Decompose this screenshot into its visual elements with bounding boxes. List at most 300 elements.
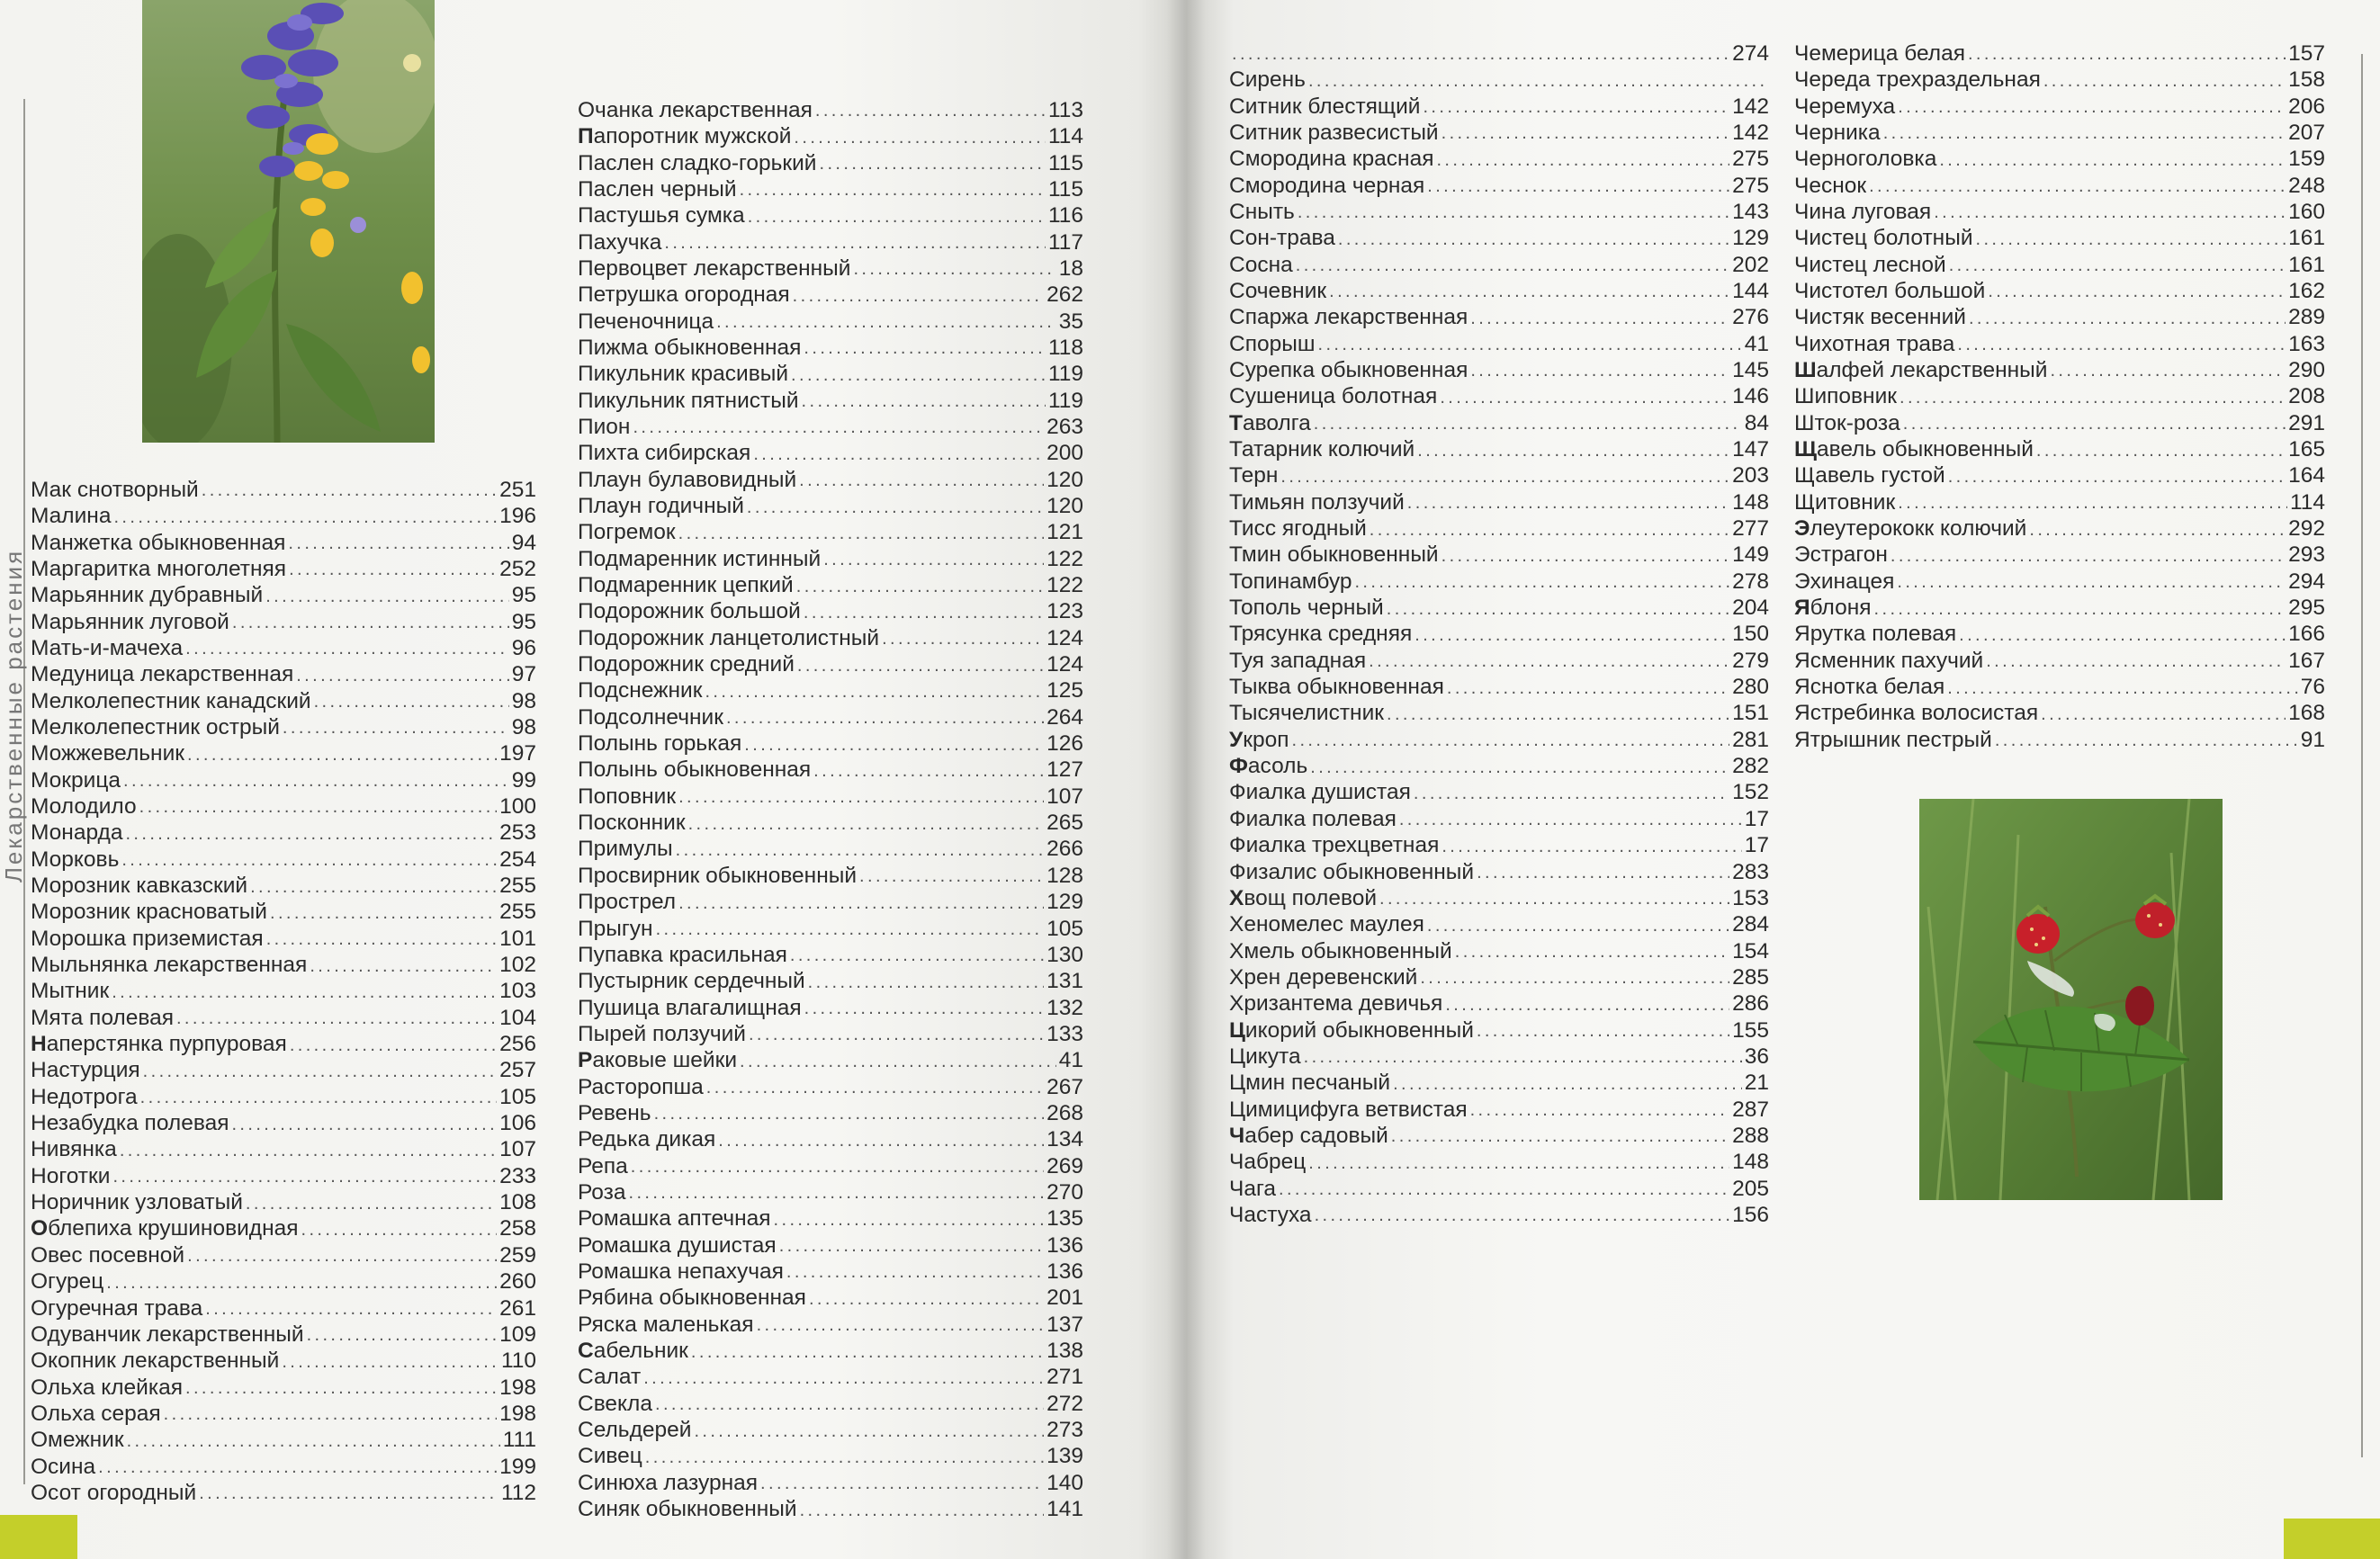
index-entry <box>1794 646 2325 672</box>
leader-dots <box>1420 969 1729 985</box>
leader-dots <box>1440 389 1729 405</box>
entry-page-number: 35 <box>1058 309 1083 334</box>
entry-text: Мелколепестник острый <box>31 714 280 739</box>
entry-name <box>578 1366 641 1389</box>
entry-name <box>1229 122 1439 145</box>
entry-page-number: 100 <box>499 793 536 819</box>
entry-text: Тысячелистник <box>1229 701 1384 726</box>
entry-text: Чистяк весенний <box>1794 305 1966 330</box>
entry-text: Пушица влагалищная <box>578 995 802 1020</box>
entry-name <box>1229 1046 1301 1069</box>
entry-name <box>578 891 676 914</box>
index-entry <box>31 607 536 633</box>
index-entry <box>578 887 1083 913</box>
entry-page-number: 134 <box>1046 1127 1083 1152</box>
leader-dots <box>645 1448 1044 1465</box>
entry-page-number: 142 <box>1732 120 1769 145</box>
entry-name <box>1229 199 1295 224</box>
index-entry <box>578 518 1083 544</box>
index-entry <box>31 633 536 659</box>
leader-dots <box>282 1353 498 1369</box>
index-entry <box>1229 39 1769 65</box>
leader-dots <box>98 1458 497 1474</box>
entry-page-number: 261 <box>499 1295 536 1321</box>
entry-page-number: 120 <box>1046 494 1083 518</box>
entry-page-number: 267 <box>1046 1074 1083 1099</box>
entry-page-number: 208 <box>2288 384 2325 409</box>
entry-page-number: 113 <box>1047 97 1083 122</box>
entry-text: Чеснок <box>1794 173 1867 198</box>
entry-page-number: 198 <box>499 1401 536 1426</box>
entry-name <box>578 311 714 334</box>
index-entry <box>1794 92 2325 118</box>
entry-text: Медуница лекарственная <box>31 662 294 687</box>
entry-text: Ятрышник пестрый <box>1794 727 1992 752</box>
entry-text: Яснотка белая <box>1794 675 1945 700</box>
entry-page-number: 168 <box>2288 701 2325 726</box>
leader-dots <box>1314 415 1742 431</box>
entry-name <box>1794 650 1983 673</box>
leader-dots <box>1436 151 1729 167</box>
entry-name <box>31 688 311 713</box>
index-entry <box>1229 672 1769 698</box>
entry-name <box>31 1403 161 1426</box>
entry-text: Чистец болотный <box>1794 226 1973 251</box>
entry-text: Ряска маленькая <box>578 1312 754 1337</box>
index-entry <box>31 924 536 950</box>
leader-dots <box>1445 996 1729 1012</box>
leader-dots <box>676 841 1044 857</box>
entry-page-number: 99 <box>511 767 536 793</box>
leader-dots <box>1423 98 1729 114</box>
entry-text: аковые шейки <box>592 1048 738 1073</box>
entry-page-number: 119 <box>1047 362 1083 387</box>
entry-page-number: 256 <box>499 1032 536 1057</box>
entry-text: Тмин обыкновенный <box>1229 542 1439 568</box>
index-entry <box>1229 197 1769 223</box>
entry-name <box>1229 1151 1306 1174</box>
leader-dots <box>113 508 497 524</box>
leader-dots <box>314 693 509 709</box>
index-entry <box>1229 725 1769 751</box>
entry-text: Сивец <box>578 1444 642 1469</box>
entry-name <box>1794 703 2038 725</box>
entry-page-number: 251 <box>499 477 536 502</box>
leader-dots <box>799 471 1044 488</box>
entry-initial: Н <box>31 1032 47 1057</box>
entry-text: Репа <box>578 1153 628 1178</box>
entry-page-number: 200 <box>1046 441 1083 466</box>
entry-page-number: 290 <box>2288 357 2325 382</box>
entry-text: Подорожник большой <box>578 599 801 624</box>
entry-text: Ястребинка волосистая <box>1794 701 2039 726</box>
entry-page-number: 263 <box>1046 414 1083 439</box>
entry-page-number: 291 <box>2288 410 2325 435</box>
entry-name <box>31 664 293 686</box>
right-page <box>1186 0 2380 1559</box>
leader-dots <box>187 746 497 762</box>
leader-dots <box>231 1115 497 1132</box>
leader-dots <box>1470 1101 1730 1117</box>
index-entry <box>31 1108 536 1134</box>
leader-dots <box>1470 309 1729 326</box>
entry-text: Топинамбур <box>1229 569 1352 594</box>
entry-text: Сочевник <box>1229 278 1327 303</box>
entry-page-number: 275 <box>1732 147 1769 172</box>
entry-name <box>578 680 702 703</box>
index-entry <box>578 254 1083 280</box>
leader-dots <box>726 709 1044 725</box>
leader-dots <box>1329 282 1729 299</box>
leader-dots <box>791 366 1046 382</box>
entry-name <box>1794 175 1866 198</box>
entry-page-number: 123 <box>1046 599 1083 624</box>
accent-tab-right <box>2284 1519 2380 1559</box>
leader-dots <box>1280 468 1729 484</box>
entry-page-number: 273 <box>1046 1418 1083 1443</box>
entry-text: вощ полевой <box>1244 885 1378 910</box>
entry-page-number: 130 <box>1046 942 1083 967</box>
entry-text: Черемуха <box>1794 94 1896 119</box>
entry-page-number: 262 <box>1046 282 1083 308</box>
index-entry <box>578 993 1083 1019</box>
entry-text: Подорожник ланцетолистный <box>578 625 880 650</box>
leader-dots <box>757 1316 1045 1332</box>
entry-text: Овес посевной <box>31 1242 185 1268</box>
entry-name <box>31 1005 174 1030</box>
entry-text: Ярутка полевая <box>1794 622 1957 647</box>
entry-text: Частуха <box>1229 1202 1312 1227</box>
entry-text: Салат <box>578 1365 642 1390</box>
index-entry <box>1229 118 1769 144</box>
entry-text: Сушеница болотная <box>1229 384 1438 409</box>
index-entry <box>578 914 1083 940</box>
entry-name <box>1794 727 1992 752</box>
index-entry <box>31 818 536 844</box>
leader-dots <box>2050 362 2286 378</box>
leader-dots <box>804 999 1044 1016</box>
entry-text: Пион <box>578 414 631 439</box>
index-entry <box>1229 1068 1769 1094</box>
entry-page-number: 124 <box>1046 652 1083 677</box>
index-entry <box>578 808 1083 834</box>
entry-text: Печеночница <box>578 309 714 334</box>
entry-page-number: 108 <box>499 1190 536 1215</box>
leader-dots <box>1369 652 1729 668</box>
leader-dots <box>139 798 498 814</box>
entry-initial: Ф <box>1229 754 1248 779</box>
index-entry <box>1229 1042 1769 1068</box>
entry-page-number: 207 <box>2288 120 2325 145</box>
entry-text: Черника <box>1794 120 1881 145</box>
entry-page-number: 158 <box>2288 67 2325 93</box>
entry-page-number: 76 <box>2300 675 2325 700</box>
index-entry <box>1229 92 1769 118</box>
entry-text: Подмаренник цепкий <box>578 573 794 598</box>
index-entry <box>578 1124 1083 1151</box>
entry-text: Пустырник сердечный <box>578 969 805 994</box>
leader-dots <box>859 867 1044 883</box>
index-entry <box>1794 699 2325 725</box>
leader-dots <box>809 1290 1044 1306</box>
index-entry <box>31 1294 536 1320</box>
entry-text: Полынь обыкновенная <box>578 757 812 783</box>
entry-name <box>1229 544 1439 567</box>
entry-name <box>578 1074 704 1099</box>
leader-dots <box>1898 494 2287 510</box>
leader-dots <box>1391 1127 1729 1143</box>
index-entry <box>1229 461 1769 488</box>
entry-name <box>1229 727 1289 752</box>
entry-text: Маргаритка многолетняя <box>31 556 287 581</box>
entry-page-number: 151 <box>1732 701 1769 726</box>
entry-name <box>31 1113 229 1135</box>
leader-dots <box>1897 573 2286 589</box>
entry-name <box>578 1208 771 1231</box>
entry-page-number: 128 <box>1046 863 1083 888</box>
entry-name <box>1794 544 1888 567</box>
entry-page-number: 17 <box>1744 833 1769 858</box>
entry-page-number: 117 <box>1047 229 1083 255</box>
entry-page-number: 148 <box>1732 489 1769 515</box>
index-entry <box>1229 646 1769 672</box>
entry-name <box>31 1163 111 1188</box>
entry-text: Ноготки <box>31 1163 111 1188</box>
leader-dots <box>125 825 497 841</box>
entry-name <box>578 150 817 175</box>
entry-name <box>1794 386 1897 408</box>
entry-name <box>578 995 802 1020</box>
entry-name <box>31 1429 124 1452</box>
entry-page-number: 105 <box>499 1084 536 1109</box>
index-entry <box>31 1346 536 1372</box>
leader-dots <box>1427 917 1729 933</box>
entry-name <box>578 546 822 571</box>
index-entry <box>578 333 1083 359</box>
entry-text: Щавель густой <box>1794 463 1945 488</box>
entry-name <box>1229 465 1278 488</box>
entry-name <box>31 1456 95 1479</box>
entry-name <box>1229 806 1397 831</box>
entry-page-number: 119 <box>1047 388 1083 413</box>
entry-page-number: 270 <box>1046 1179 1083 1205</box>
entry-page-number: 132 <box>1046 995 1083 1020</box>
entry-page-number: 120 <box>1046 467 1083 492</box>
entry-text: Молодило <box>31 793 137 819</box>
entry-page-number: 286 <box>1732 991 1769 1017</box>
entry-page-number: 84 <box>1744 410 1769 435</box>
entry-text: Просвирник обыкновенный <box>578 863 858 888</box>
index-entry <box>31 1029 536 1055</box>
entry-initial: Я <box>1794 596 1810 621</box>
entry-page-number: 284 <box>1732 912 1769 937</box>
entry-text: Мытник <box>31 979 110 1004</box>
entry-name <box>1794 96 1895 119</box>
entry-name <box>578 390 799 413</box>
entry-name <box>578 654 795 676</box>
entry-name <box>1229 252 1293 277</box>
index-entry <box>1229 144 1769 170</box>
entry-initial: У <box>1229 727 1244 752</box>
entry-text: Тыква обыкновенная <box>1229 675 1444 700</box>
left-page <box>0 0 1186 1559</box>
wild-strawberry-photo <box>1919 799 2223 1200</box>
entry-name <box>578 1287 806 1310</box>
entry-page-number: 285 <box>1732 964 1769 990</box>
entry-name <box>1229 357 1468 382</box>
entry-text: Одуванчик лекарственный <box>31 1322 304 1347</box>
entry-page-number: 293 <box>2288 542 2325 568</box>
index-entry <box>578 597 1083 623</box>
leader-dots <box>790 946 1044 963</box>
entry-name <box>1229 756 1307 778</box>
entry-text: Плаун булавовидный <box>578 467 797 492</box>
leader-dots <box>1317 336 1741 352</box>
entry-text: Хрен деревенский <box>1229 964 1418 990</box>
index-entry <box>31 1241 536 1267</box>
index-entry <box>1794 223 2325 249</box>
entry-text: авель обыкновенный <box>1816 437 2034 461</box>
entry-page-number: 258 <box>499 1216 536 1241</box>
entry-name <box>578 1420 691 1442</box>
index-entry <box>1794 620 2325 646</box>
entry-text: Ромашка аптечная <box>578 1206 771 1232</box>
entry-page-number: 94 <box>511 530 536 555</box>
index-entry <box>1794 65 2325 91</box>
entry-text: блепиха крушиновидная <box>48 1216 299 1241</box>
index-entry <box>1229 778 1769 804</box>
leader-dots <box>1477 1022 1729 1038</box>
entry-initial: Р <box>578 1048 593 1073</box>
index-entry <box>31 1187 536 1214</box>
index-column-3 <box>1229 39 1769 1226</box>
leader-dots <box>1869 177 2286 193</box>
entry-name <box>578 733 741 756</box>
entry-text: Спорыш <box>1229 331 1316 356</box>
entry-text: Сон-трава <box>1229 226 1335 251</box>
entry-page-number: 283 <box>1732 859 1769 884</box>
entry-page-number: 107 <box>499 1137 536 1162</box>
entry-text: Фиалка полевая <box>1229 806 1397 831</box>
entry-text: Пахучка <box>578 229 662 255</box>
entry-name <box>578 865 857 888</box>
leader-dots <box>1947 679 2298 695</box>
entry-page-number: 115 <box>1047 150 1083 175</box>
entry-page-number: 115 <box>1047 176 1083 202</box>
entry-text: Ольха клейкая <box>31 1375 183 1400</box>
leader-dots <box>786 1263 1044 1279</box>
entry-page-number: 255 <box>499 874 536 898</box>
entry-name <box>578 1021 746 1046</box>
index-entry <box>1229 250 1769 276</box>
entry-name <box>1229 1202 1312 1227</box>
entry-page-number: 140 <box>1046 1470 1083 1495</box>
leader-dots <box>1308 72 1766 88</box>
entry-name <box>578 1499 797 1521</box>
leader-dots <box>1455 943 1729 959</box>
leader-dots <box>1232 45 1729 61</box>
entry-name <box>1229 1017 1474 1043</box>
entry-text: Осот огородный <box>31 1480 197 1505</box>
entry-page-number: 279 <box>1732 648 1769 673</box>
entry-text: Щитовник <box>1794 489 1896 515</box>
leader-dots <box>1939 151 2286 167</box>
entry-name <box>31 506 111 528</box>
entry-name <box>1229 96 1420 119</box>
index-entry <box>1229 514 1769 540</box>
index-entry <box>578 650 1083 676</box>
leader-dots <box>289 560 497 577</box>
entry-page-number: 164 <box>2288 463 2325 488</box>
entry-name <box>1794 465 1945 488</box>
entry-page-number: 269 <box>1046 1153 1083 1178</box>
entry-page-number: 233 <box>499 1163 536 1188</box>
entry-initial: П <box>578 124 594 149</box>
entry-text: Примулы <box>578 837 673 862</box>
leader-dots <box>800 1501 1045 1518</box>
entry-page-number: 17 <box>1744 806 1769 831</box>
entry-page-number: 129 <box>1732 226 1769 251</box>
entry-text: Тимьян ползучий <box>1229 489 1405 515</box>
entry-page-number: 254 <box>499 847 536 872</box>
entry-text: Паслен черный <box>578 176 737 202</box>
entry-text: Сосна <box>1229 252 1293 277</box>
entry-page-number: 122 <box>1046 546 1083 571</box>
entry-text: Пастушья сумка <box>578 203 745 228</box>
index-entry <box>31 1478 536 1504</box>
entry-page-number: 280 <box>1732 675 1769 700</box>
index-entry <box>1229 355 1769 381</box>
index-entry <box>31 845 536 871</box>
index-entry <box>578 1045 1083 1071</box>
entry-name <box>31 793 137 819</box>
entry-text: Терн <box>1229 463 1279 488</box>
index-entry <box>1229 909 1769 936</box>
leader-dots <box>748 208 1046 224</box>
entry-page-number: 268 <box>1046 1100 1083 1125</box>
accent-tab-left <box>0 1515 77 1559</box>
index-entry <box>31 1373 536 1399</box>
leader-dots <box>655 1395 1044 1411</box>
entry-name <box>578 601 801 623</box>
entry-page-number: 142 <box>1732 94 1769 119</box>
leader-dots <box>1338 230 1729 246</box>
entry-name <box>578 496 744 518</box>
leader-dots <box>112 1168 497 1184</box>
index-entry <box>1229 276 1769 302</box>
leader-dots <box>820 155 1046 171</box>
leader-dots <box>1298 203 1729 220</box>
leader-dots <box>164 1405 497 1421</box>
leader-dots <box>1995 731 2298 748</box>
index-entry <box>1229 830 1769 856</box>
entry-page-number: 116 <box>1047 203 1083 228</box>
entry-text: Спаржа лекарственная <box>1229 305 1468 330</box>
entry-page-number: 204 <box>1732 596 1769 621</box>
index-entry <box>578 703 1083 729</box>
leader-dots <box>678 788 1044 804</box>
entry-page-number: 248 <box>2288 173 2325 198</box>
entry-name <box>31 530 286 555</box>
entry-initial: О <box>31 1216 49 1241</box>
leader-dots <box>797 657 1044 673</box>
index-entry <box>1794 725 2325 751</box>
entry-text: Прыгун <box>578 916 653 941</box>
leader-dots <box>643 1369 1044 1385</box>
entry-text: Фиалка трехцветная <box>1229 833 1440 858</box>
leader-dots <box>740 181 1046 197</box>
index-entry <box>31 501 536 527</box>
